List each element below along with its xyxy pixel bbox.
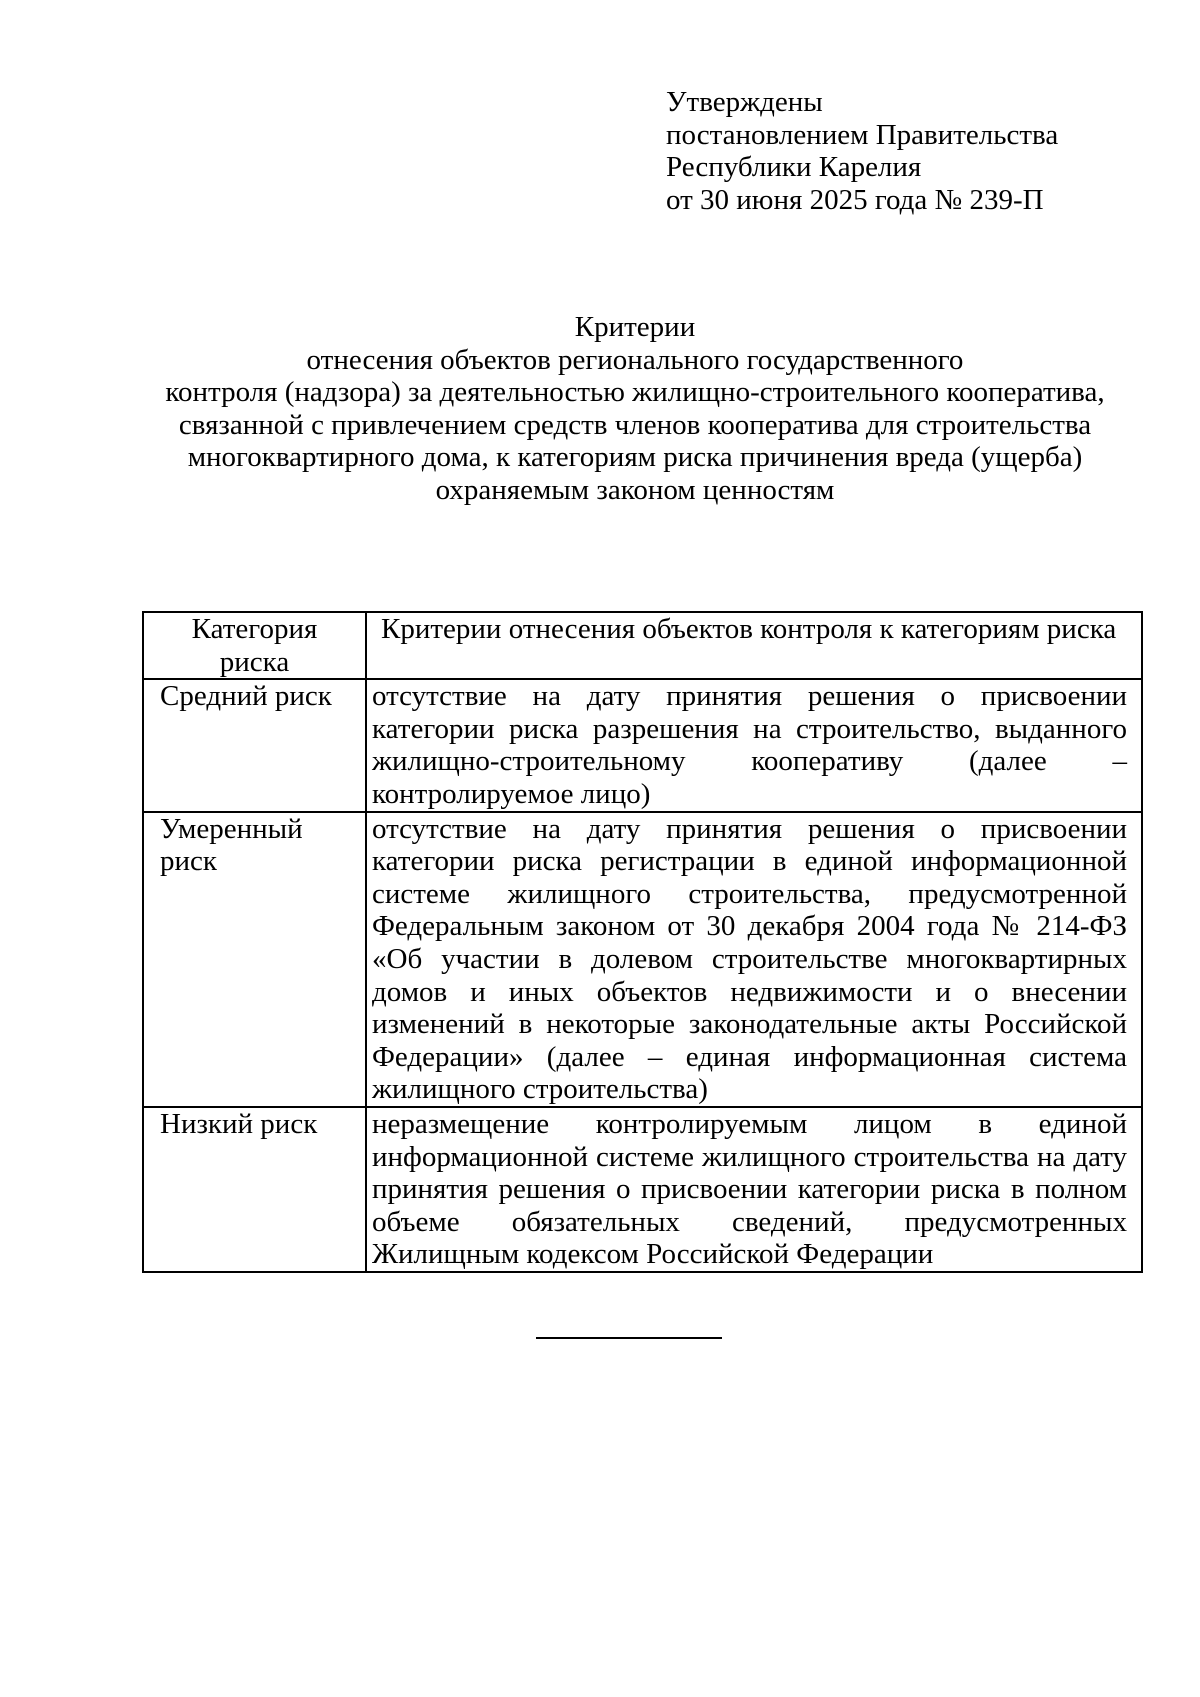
category-label: Умеренный bbox=[160, 812, 303, 845]
row-criteria bbox=[366, 1107, 1142, 1272]
criteria-line: неразмещение контролируемым лицом в единой bbox=[372, 1107, 1127, 1140]
header-category bbox=[143, 612, 366, 679]
criteria-line: Жилищным кодексом Российской Федерации bbox=[372, 1238, 934, 1271]
row-category bbox=[143, 679, 366, 811]
criteria-line: объеме обязательных сведений, предусмотренных bbox=[372, 1205, 1127, 1238]
approval-stamp bbox=[666, 86, 1058, 216]
category-label: риск bbox=[160, 845, 217, 878]
row-category bbox=[143, 1107, 366, 1272]
title-line: Критерии bbox=[574, 311, 696, 343]
criteria-line: изменений в некоторые законодательные акты Российской bbox=[372, 1008, 1127, 1041]
document-title bbox=[0, 311, 1200, 507]
criteria-line: жилищного строительства) bbox=[372, 1073, 708, 1106]
closing-rule bbox=[536, 1337, 722, 1339]
criteria-line: категории риска разрешения на строительство, выданного bbox=[372, 712, 1127, 745]
criteria-line: Федеральным законом от 30 декабря 2004 года № 214-ФЗ bbox=[372, 910, 1127, 943]
title-line: охраняемым законом ценностям bbox=[435, 473, 835, 506]
title-line: отнесения объектов регионального государственного bbox=[306, 343, 964, 376]
table-row bbox=[143, 679, 1142, 811]
approval-line: Республики Карелия bbox=[666, 151, 922, 183]
approval-line: Утверждены bbox=[666, 86, 823, 118]
criteria-line: контролируемое лицо) bbox=[372, 777, 651, 810]
header-criteria bbox=[366, 612, 1142, 679]
title-line: контроля (надзора) за деятельностью жилищно-строительного кооператива, bbox=[165, 376, 1105, 409]
row-category bbox=[143, 812, 366, 1107]
row-criteria bbox=[366, 812, 1142, 1107]
approval-line: постановлением Правительства bbox=[666, 118, 1059, 151]
criteria-line: жилищно-строительному кооперативу (далее – bbox=[372, 745, 1127, 778]
approval-line: от 30 июня 2025 года № 239-П bbox=[666, 183, 1044, 216]
category-label: Низкий риск bbox=[160, 1107, 318, 1140]
criteria-line: категории риска регистрации в единой информационной bbox=[372, 845, 1127, 878]
criteria-line: отсутствие на дату принятия решения о присвоении bbox=[372, 680, 1127, 713]
title-line: многоквартирного дома, к категориям риска причинения вреда (ущерба) bbox=[187, 441, 1083, 474]
header-criteria-text: Критерии отнесения объектов контроля к категориям риска bbox=[381, 613, 1117, 645]
table-header-row bbox=[143, 612, 1142, 679]
criteria-line: отсутствие на дату принятия решения о присвоении bbox=[372, 812, 1127, 845]
title-line: связанной с привлечением средств членов кооператива для строительства bbox=[178, 408, 1092, 441]
criteria-line: Федерации» (далее – единая информационная система bbox=[372, 1040, 1127, 1073]
criteria-line: информационной системе жилищного строительства на дату bbox=[372, 1140, 1127, 1173]
criteria-line: системе жилищного строительства, предусмотренной bbox=[372, 877, 1127, 910]
table-row bbox=[143, 1107, 1142, 1272]
risk-criteria-table bbox=[142, 611, 1143, 1273]
header-category-line: Категория bbox=[191, 613, 318, 645]
criteria-line: «Об участии в долевом строительстве многоквартирных bbox=[372, 942, 1127, 975]
table-row bbox=[143, 812, 1142, 1107]
criteria-line: домов и иных объектов недвижимости и о внесении bbox=[372, 975, 1127, 1008]
criteria-line: принятия решения о присвоении категории риска в полном bbox=[372, 1173, 1127, 1206]
header-category-line: риска bbox=[219, 645, 290, 678]
category-label: Средний риск bbox=[160, 680, 332, 713]
row-criteria bbox=[366, 679, 1142, 811]
